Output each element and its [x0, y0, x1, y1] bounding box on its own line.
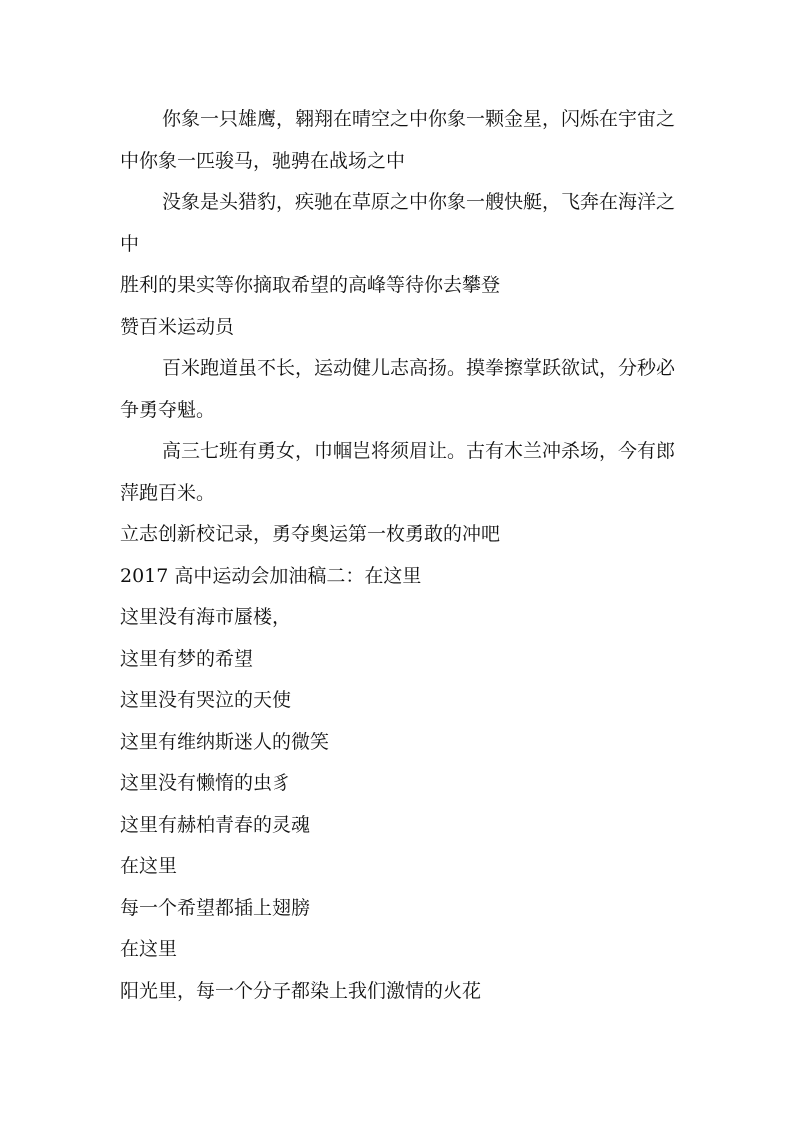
section-heading-sprinter: 赞百米运动员 [120, 315, 235, 338]
poem-line: 这里没有懒惰的虫豸 [120, 772, 292, 794]
document-body [120, 99, 680, 1012]
poem-line: 这里没有哭泣的天使 [120, 689, 292, 711]
poem-line: 在这里 [120, 938, 178, 960]
paragraph-hundred-meter-track: 百米跑道虽不长，运动健儿志高扬。摸拳擦掌跃欲试，分秒必争勇夺魁。 [120, 357, 676, 421]
poem-line: 每一个希望都插上翅膀 [120, 896, 311, 919]
paragraph-victory-fruit: 胜利的果实等你摘取希望的高峰等待你去攀登 [120, 274, 501, 296]
poem-line: 阳光里，每一个分子都染上我们激情的火花 [120, 979, 482, 1002]
poem-line: 这里有维纳斯迷人的微笑 [120, 730, 330, 753]
paragraph-eagle-star-horse: 你象一只雄鹰，翱翔在晴空之中你象一颗金星，闪烁在宇宙之中你象一匹骏马，驰骋在战场之中 [120, 108, 676, 172]
poem-line: 这里有赫柏青春的灵魂 [120, 813, 311, 836]
paragraph-leopard-speedboat: 没象是头猎豹，疾驰在草原之中你象一艘快艇，飞奔在海洋之中 [120, 191, 676, 255]
poem-line: 在这里 [120, 855, 178, 877]
poem-line: 这里有梦的希望 [120, 647, 254, 670]
poem-line: 这里没有海市蜃楼， [120, 606, 292, 628]
paragraph-class-seven-girl: 高三七班有勇女，巾帼岂将须眉让。古有木兰冲杀场，今有郎萍跑百米。 [120, 440, 676, 504]
section-heading-here: 2017 高中运动会加油稿二：在这里 [120, 564, 422, 587]
paragraph-school-record: 立志创新校记录，勇夺奥运第一枚勇敢的冲吧 [120, 523, 501, 545]
